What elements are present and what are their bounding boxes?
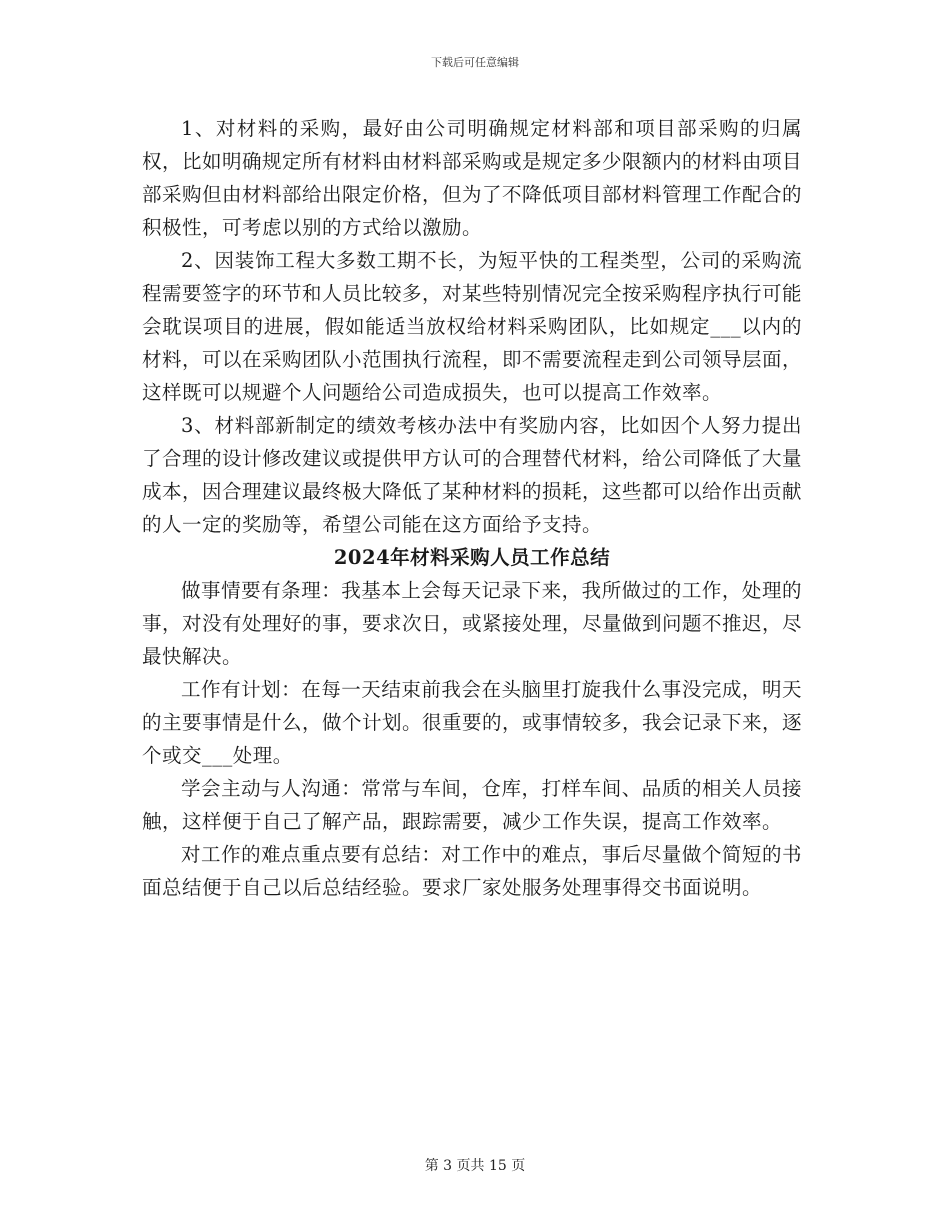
paragraph-6: 学会主动与人沟通：常常与车间，仓库，打样车间、品质的相关人员接触，这样便于自己了解产品，跟踪需要，减少工作失误，提高工作效率。 — [142, 777, 802, 833]
document-body — [142, 112, 802, 904]
paragraph-2: 2、因装饰工程大多数工期不长，为短平快的工程类型，公司的采购流程需要签字的环节和人员比较多，对某些特别情况完全按采购程序执行可能会耽误项目的进展，假如能适当放权给材料采购团队，比如规定___以内的材料，可以在采购团队小范围执行流程，即不需要流程走到公司领导层面，这样既可以规避个人问题给公司造成损失，也可以提高工作效率。 — [142, 249, 803, 404]
paragraph-7: 对工作的难点重点要有总结：对工作中的难点，事后尽量做个简短的书面总结便于自己以后总结经验。要求厂家处服务处理事得交书面说明。 — [142, 843, 802, 899]
page-footer: 第 3 页共 15 页 — [424, 1158, 526, 1174]
paragraph-1: 1、对材料的采购，最好由公司明确规定材料部和项目部采购的归属权，比如明确规定所有材料由材料部采购或是规定多少限额内的材料由项目部采购但由材料部给出限定价格，但为了不降低项目部材料管理工作配合的积极性，可考虑以别的方式给以激励。 — [142, 117, 803, 239]
paragraph-4: 做事情要有条理：我基本上会每天记录下来，我所做过的工作，处理的事，对没有处理好的事，要求次日，或紧接处理，尽量做到问题不推迟，尽最快解决。 — [142, 579, 803, 668]
page-header: 下载后可任意编辑 — [431, 56, 519, 69]
paragraph-5: 工作有计划：在每一天结束前我会在头脑里打旋我什么事没完成，明天的主要事情是什么，做个计划。很重要的，或事情较多，我会记录下来，逐个或交___处理。 — [142, 678, 803, 767]
section-title: 2024年材料采购人员工作总结 — [333, 546, 611, 569]
paragraph-3: 3、材料部新制定的绩效考核办法中有奖励内容，比如因个人努力提出了合理的设计修改建议或提供甲方认可的合理替代材料，给公司降低了大量成本，因合理建议最终极大降低了某种材料的损耗，这些都可以给作出贡献的人一定的奖励等，希望公司能在这方面给予支持。 — [142, 414, 803, 536]
